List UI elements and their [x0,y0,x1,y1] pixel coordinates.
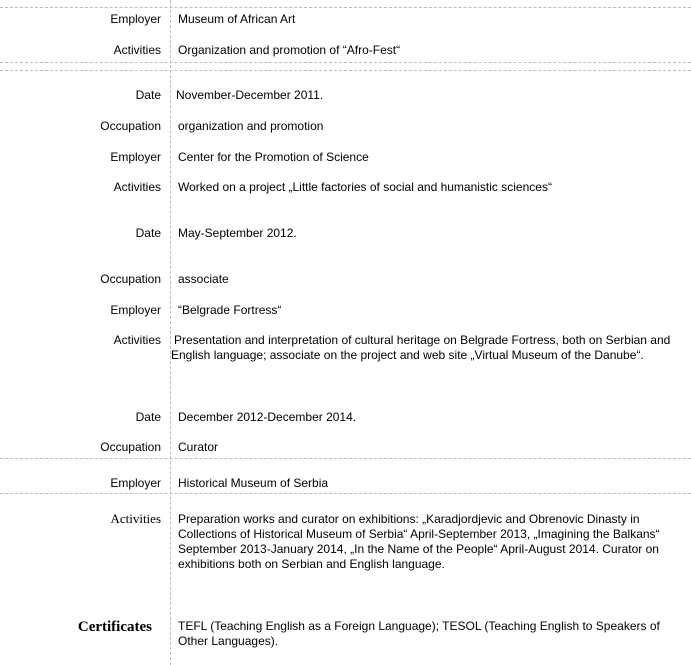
occupation-value: Curator [178,440,219,454]
date-label: Date [135,410,161,424]
row-divider [0,7,691,8]
employer-label: Employer [110,303,161,317]
row-divider [0,493,691,494]
occupation-label: Occupation [100,440,161,454]
employer-value: Museum of African Art [178,12,296,26]
date-value: November-December 2011. [176,88,324,102]
activities-value: Worked on a project „Little factories of social and humanistic sciences“ [178,180,552,194]
employer-value: Historical Museum of Serbia [178,476,329,490]
row-divider [0,70,691,71]
occupation-label: Occupation [100,272,161,286]
activities-value: Organization and promotion of “Afro-Fest“ [178,43,401,57]
employer-value: “Belgrade Fortress“ [178,303,282,317]
occupation-label: Occupation [100,119,161,133]
row-divider [0,458,691,459]
date-label: Date [135,226,161,240]
activities-label: Activities [113,43,161,57]
employer-label: Employer [110,12,161,26]
certificates-value: TEFL (Teaching English as a Foreign Language); TESOL (Teaching English to Speakers of Other Languages). [178,619,660,648]
occupation-value: organization and promotion [178,119,324,133]
activities-value: Presentation and interpretation of cultural heritage on Belgrade Fortress, both on Serbian and English language; associate on the project and web site „Virtual Museum of the Danube“. [171,333,671,362]
occupation-value: associate [178,272,229,286]
certificates-heading: Certificates [77,619,152,635]
employer-label: Employer [110,476,161,490]
date-value: December 2012-December 2014. [178,410,357,424]
activities-label: Activities [113,180,161,194]
activities-label: Activities [110,511,161,526]
activities-label: Activities [113,333,161,347]
date-value: May-September 2012. [178,226,297,240]
activities-value: Preparation works and curator on exhibitions: „Karadjordjevic and Obrenovic Dinasty in Collections of Historical Museum of Serbia“ April-September 2013, „Imagining the Balkans“ September 2013-January 2014, „In the Name of the People“ April-August 2014. Curator on exhibitions both on Serbian and English language. [178,512,660,571]
date-label: Date [135,88,161,102]
employer-label: Employer [110,150,161,164]
employer-value: Center for the Promotion of Science [178,150,369,164]
row-divider [0,62,691,63]
